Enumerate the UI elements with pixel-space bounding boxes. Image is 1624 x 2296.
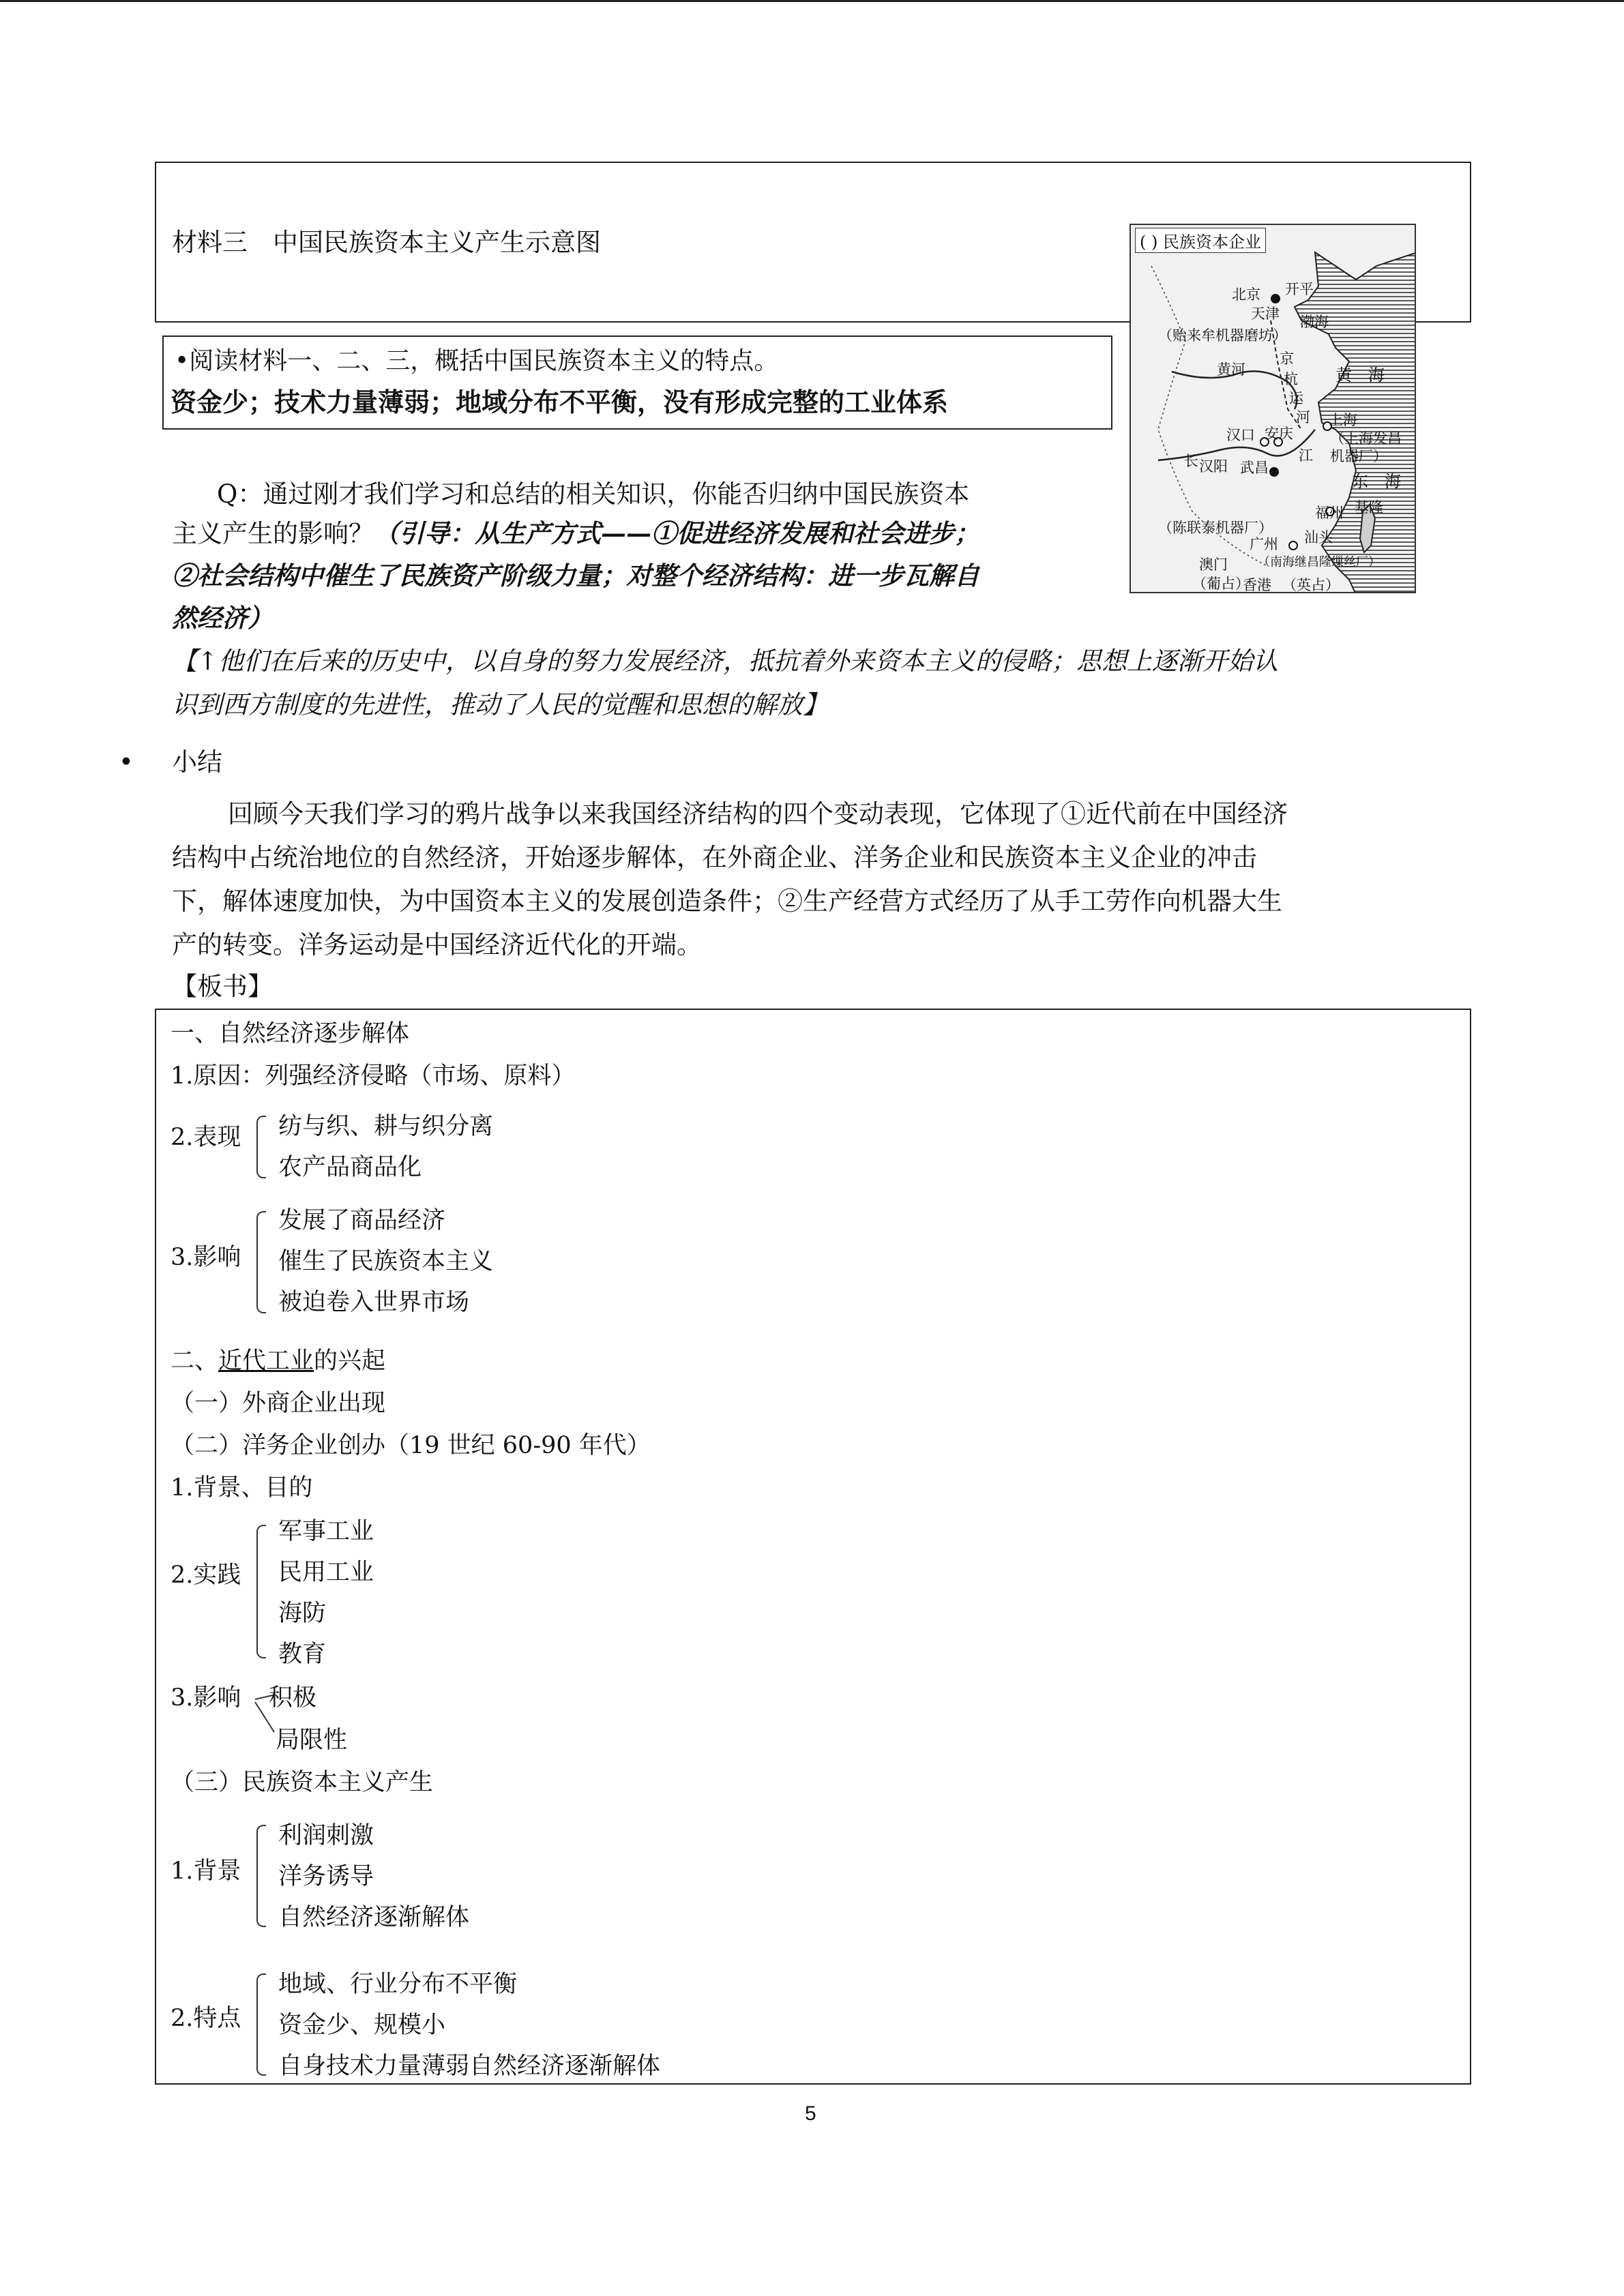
summary-line-1: 回顾今天我们学习的鸦片战争以来我国经济结构的四个变动表现，它体现了①近代前在中国经济	[228, 799, 1288, 829]
board-s2-bg: 1.背景、目的	[171, 1474, 313, 1502]
board-s2-practice-item-1: 军事工业	[278, 1518, 374, 1545]
board-s2-impact-label: 3.影响	[171, 1684, 241, 1712]
board-s2-practice-item-4: 教育	[278, 1641, 327, 1668]
note-line-2: 识到西方制度的先进性，推动了人民的觉醒和思想的解放】	[172, 690, 828, 719]
map-label-donghai: 东 海	[1352, 472, 1401, 491]
material-title: 材料三 中国民族资本主义产生示意图	[172, 228, 601, 257]
map-label-keelung: 基隆	[1355, 499, 1383, 516]
map-label-ying: （英占）	[1282, 577, 1340, 593]
map-label-huanghe: 黄河	[1217, 361, 1245, 378]
map-label-pu: （葡占）	[1192, 576, 1250, 592]
board-s3-bg-item-3: 自然经济逐渐解体	[278, 1904, 470, 1931]
map-label-he: 河	[1296, 409, 1310, 426]
map-label-fachang: （上海发昌机器厂）	[1330, 430, 1402, 464]
map-label-beijing: 北京	[1232, 286, 1260, 303]
summary-line-2: 结构中占统治地位的自然经济，开始逐步解体，在外商企业、洋务企业和民族资本主义企业的冲击	[172, 843, 1257, 872]
brace-s1-show	[256, 1116, 266, 1178]
map-label-wuchang: 武昌	[1240, 460, 1269, 476]
board-s1-impact-item-2: 催生了民族资本主义	[278, 1248, 494, 1275]
board-s1-show-item-1: 纺与织、耕与织分离	[278, 1113, 494, 1140]
map-label-chenlian: （陈联泰机器厂）	[1158, 520, 1273, 536]
map-label-shantou: 汕头	[1304, 529, 1333, 546]
board-s2-impact-item-1: 积极	[269, 1684, 317, 1712]
map-label-fuzhou: 福州	[1315, 505, 1344, 521]
map-label-hang: 杭	[1284, 371, 1298, 387]
board-s2-yangwu: （二）洋务企业创办（19 世纪 60-90 年代）	[171, 1432, 651, 1459]
map-label-hanyang: 汉阳	[1199, 458, 1228, 475]
board-s3-bg-item-2: 洋务诱导	[278, 1863, 374, 1890]
brace-s3-feat	[256, 1973, 266, 2076]
brace-s1-impact	[256, 1211, 266, 1313]
map-label-anqing: 安庆	[1265, 426, 1293, 442]
note-line-1: 【↑他们在后来的历史中，以自身的努力发展经济，抵抗着外来资本主义的侵略；思想上逐渐开始认	[172, 646, 1278, 676]
map-label-kaiping: 开平	[1285, 281, 1314, 297]
question-prompt: •阅读材料一、二、三，概括中国民族资本主义的特点。	[175, 347, 779, 375]
board-s3-title: （三）民族资本主义产生	[171, 1769, 434, 1796]
summary-bullet: •	[119, 747, 134, 777]
page-number: 5	[805, 2102, 816, 2125]
board-s2-title-underline: 近代工业	[218, 1347, 314, 1375]
map-label-aomen: 澳门	[1199, 556, 1228, 573]
q-line-2-bold: （引导：从生产方式——①促进经济发展和社会进步；	[374, 518, 979, 548]
board-s2-practice-label: 2.实践	[171, 1562, 241, 1589]
board-s2-title-prefix: 二、	[171, 1347, 219, 1375]
map-label-yun: 运	[1289, 390, 1303, 406]
board-s3-feat-item-1: 地域、行业分布不平衡	[278, 1971, 518, 1998]
board-s3-bg-label: 1.背景	[171, 1858, 241, 1885]
map-label-yilai: （贻来牟机器磨坊）	[1158, 327, 1287, 344]
map-label-tianjin: 天津	[1251, 305, 1280, 322]
map-label-chang: 长	[1184, 453, 1198, 469]
q-line-2	[172, 518, 979, 549]
map-title: ( ) 民族资本企业	[1135, 228, 1266, 253]
board-s1-impact-label: 3.影响	[171, 1244, 241, 1271]
map-label-shanghai: 上海	[1329, 412, 1357, 428]
map-figure	[1130, 224, 1416, 593]
q-line-4: 然经济）	[172, 603, 273, 633]
board-s1-impact-item-3: 被迫卷入世界市场	[278, 1289, 470, 1316]
board-s1-title: 一、自然经济逐步解体	[171, 1020, 410, 1047]
map-label-nanhai: （南海继昌隆缫丝厂）	[1258, 555, 1381, 569]
map-label-huanghai: 黄 海	[1335, 366, 1385, 385]
q-line-2-plain: 主义产生的影响？	[172, 519, 374, 548]
board-label: 【板书】	[172, 972, 273, 1001]
map-label-jing: 京	[1280, 351, 1294, 367]
board-s2-foreign: （一）外商企业出现	[171, 1390, 386, 1417]
summary-heading: 小结	[172, 747, 222, 777]
map-label-guangzhou: 广州	[1250, 536, 1278, 552]
map-label-jiang: 江	[1299, 447, 1313, 464]
map-label-bohai: 渤海	[1300, 314, 1329, 330]
board-s2-practice-item-2: 民用工业	[278, 1559, 374, 1586]
board-s2-title	[171, 1347, 385, 1375]
question-answer: 资金少；技术力量薄弱；地域分布不平衡，没有形成完整的工业体系	[171, 387, 949, 417]
board-s2-practice-item-3: 海防	[278, 1600, 327, 1627]
board-s1-impact-item-1: 发展了商品经济	[278, 1207, 446, 1234]
top-rule	[0, 0, 1624, 2]
map-label-hankou: 汉口	[1226, 427, 1255, 443]
board-s1-reason: 1.原因：列强经济侵略（市场、原料）	[171, 1062, 576, 1090]
summary-line-3: 下，解体速度加快，为中国资本主义的发展创造条件；②生产经营方式经历了从手工劳作向机器大生	[172, 886, 1282, 916]
board-s1-show-label: 2.表现	[171, 1124, 241, 1151]
board-s2-title-suffix: 的兴起	[314, 1347, 386, 1375]
q-line-1: Q：通过刚才我们学习和总结的相关知识，你能否归纳中国民族资本	[217, 479, 970, 509]
brace-s2-practice	[256, 1525, 266, 1658]
brace-s3-bg	[256, 1825, 266, 1927]
board-s3-feat-item-3: 自身技术力量薄弱自然经济逐渐解体	[278, 2053, 674, 2080]
board-s3-feat-item-2: 资金少、规模小	[278, 2012, 446, 2039]
map-label-xianggang: 香港	[1243, 577, 1271, 593]
board-s2-impact-item-2: 局限性	[276, 1727, 348, 1754]
summary-line-4: 产的转变。洋务运动是中国经济近代化的开端。	[172, 930, 702, 959]
board-s1-show-item-2: 农产品商品化	[278, 1154, 422, 1181]
q-line-3: ②社会结构中催生了民族资产阶级力量；对整个经济结构：进一步瓦解自	[172, 561, 979, 591]
board-s3-bg-item-1: 利润刺激	[278, 1822, 374, 1849]
board-s3-feat-label: 2.特点	[171, 2005, 241, 2032]
